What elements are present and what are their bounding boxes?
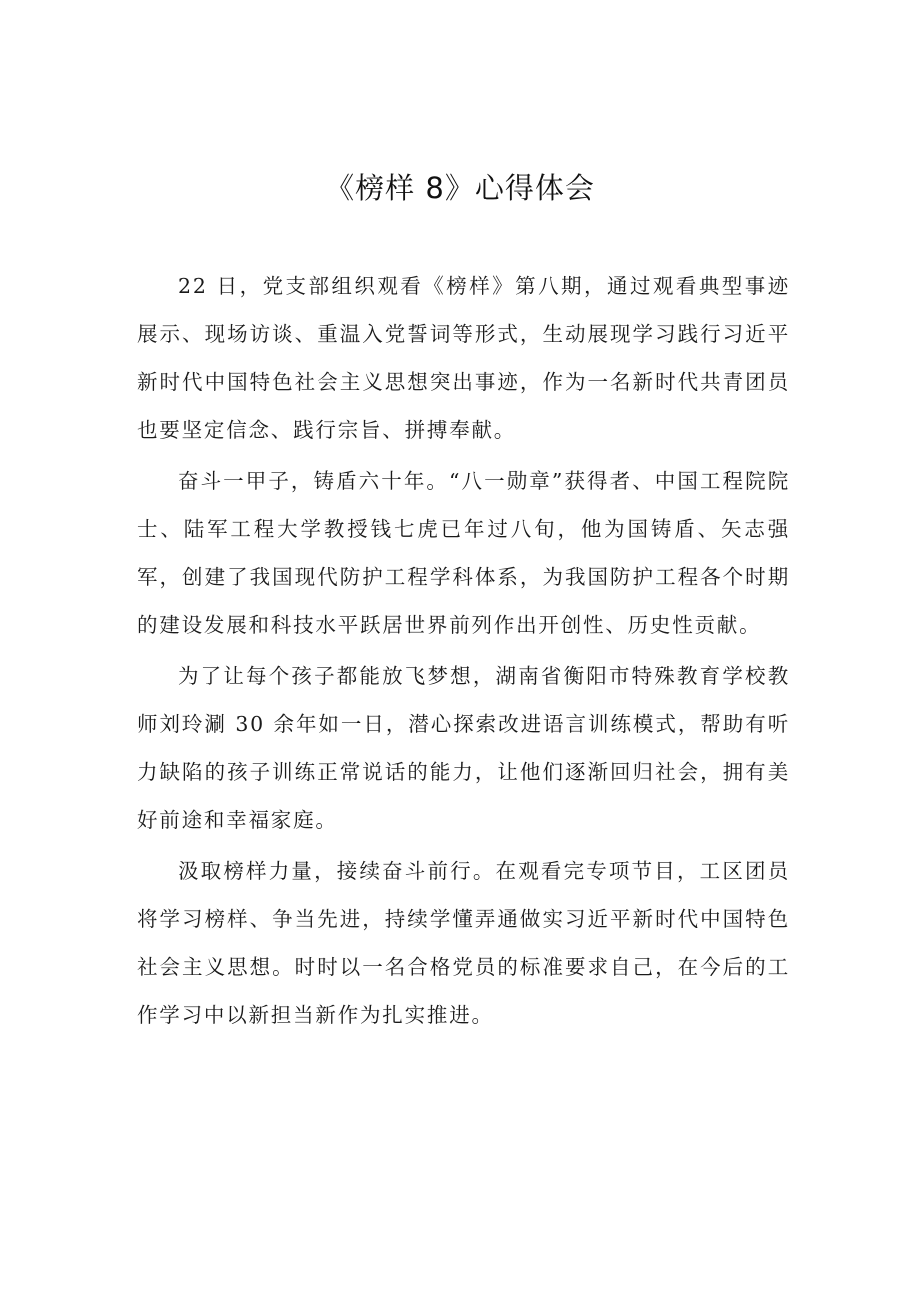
document-title: 《榜样 8》心得体会	[325, 171, 595, 205]
paragraph-1: 22 日，党支部组织观看《榜样》第八期，通过观看典型事迹展示、现场访谈、重温入党誓词等形式，生动展现学习践行习近平新时代中国特色社会主义思想突出事迹，作为一名新时代共青团员也要坚定信念、践行宗旨、拼搏奉献。	[137, 274, 790, 442]
document-body	[137, 262, 790, 1042]
paragraph-3: 为了让每个孩子都能放飞梦想，湖南省衡阳市特殊教育学校教师刘玲涮 30 余年如一日，潜心探索改进语言训练模式，帮助有听力缺陷的孩子训练正常说话的能力，让他们逐渐回归社会，拥有美好前途和幸福家庭。	[137, 664, 790, 832]
paragraph-4: 汲取榜样力量，接续奋斗前行。在观看完专项节目，工区团员将学习榜样、争当先进，持续学懂弄通做实习近平新时代中国特色社会主义思想。时时以一名合格党员的标准要求自己，在今后的工作学习中以新担当新作为扎实推进。	[137, 859, 790, 1027]
paragraph-2: 奋斗一甲子，铸盾六十年。“八一勋章”获得者、中国工程院院士、陆军工程大学教授钱七虎已年过八旬，他为国铸盾、矢志强军，创建了我国现代防护工程学科体系，为我国防护工程各个时期的建设发展和科技水平跃居世界前列作出开创性、历史性贡献。	[137, 469, 790, 637]
